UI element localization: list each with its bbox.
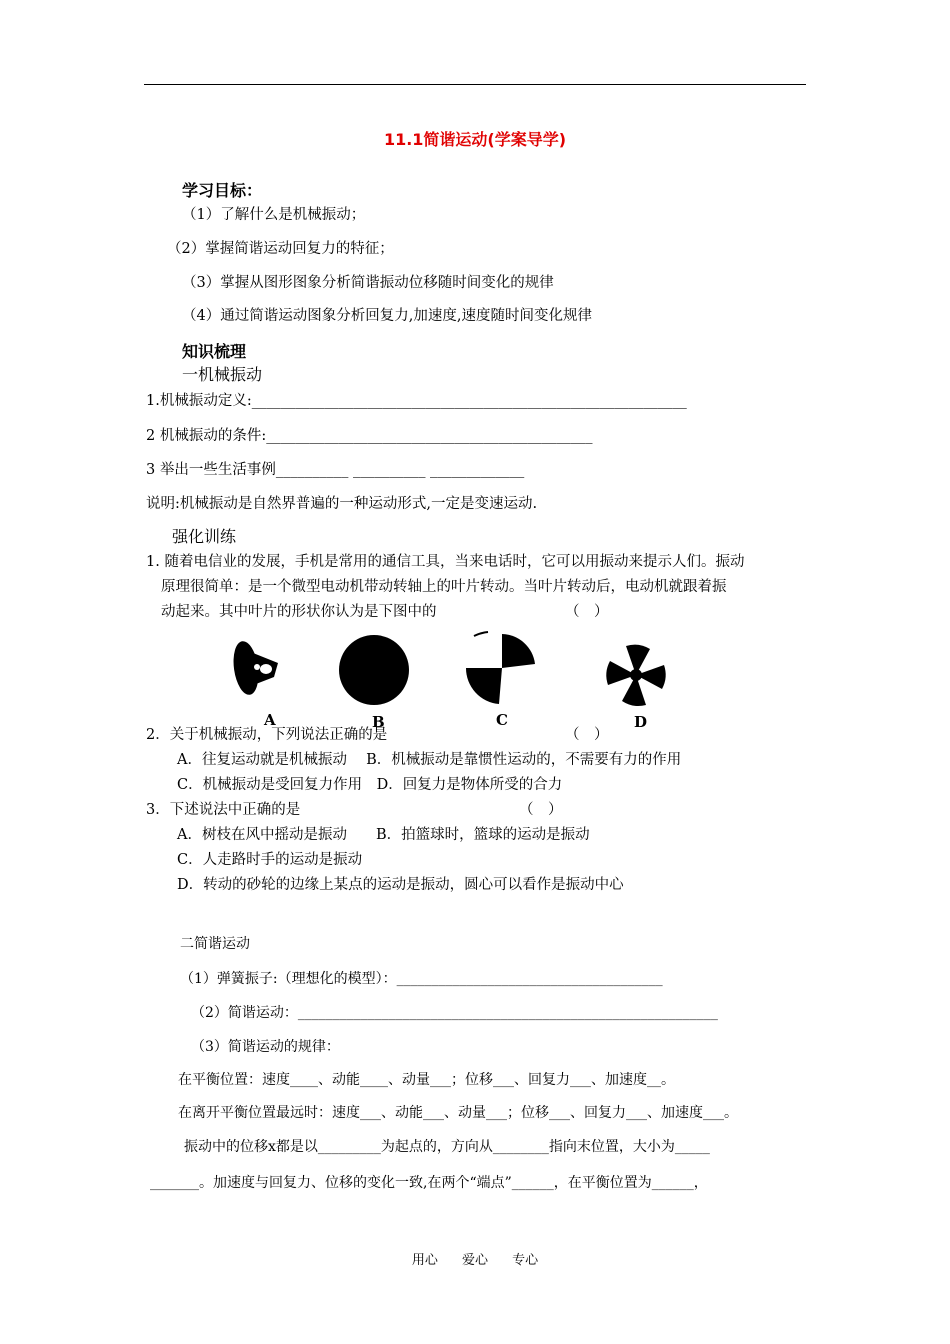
question-3-option: D．转动的砂轮的边缘上某点的运动是振动，圆心可以看作是振动中心 xyxy=(177,877,624,893)
answer-bracket: （ ） xyxy=(519,802,563,818)
figure-label-d: D xyxy=(634,713,648,731)
shm-item: （2）简谐运动：____________________________________________________________ xyxy=(191,1005,718,1021)
shm-rule-line: 振动中的位移x都是以_________为起点的，方向从________指向末位置，大小为_____ xyxy=(184,1139,710,1155)
figure-label-a: A xyxy=(264,711,276,729)
objective-item: （2）掌握简谐运动回复力的特征； xyxy=(167,241,394,257)
figure-label-c: C xyxy=(496,711,508,729)
shm-rule-line: _______。加速度与回复力、位移的变化一致,在两个“端点”______，在平衡位置为______， xyxy=(150,1175,708,1191)
section-heading: 二简谐运动 xyxy=(180,936,250,952)
definition-line: 1.机械振动定义:____________________________________________________________ xyxy=(146,393,687,409)
footer-text: 爱心 xyxy=(461,1253,488,1268)
knowledge-heading: 知识梳理 xyxy=(182,342,247,361)
blade-shape-b xyxy=(339,635,409,705)
training-heading: 强化训练 xyxy=(172,527,237,546)
page-footer xyxy=(0,1249,950,1268)
footer-text: 用心 xyxy=(411,1253,438,1268)
blade-shape-d xyxy=(606,645,665,706)
blade-shape-c xyxy=(466,632,535,704)
answer-bracket: （ ） xyxy=(565,604,609,620)
shm-item: （1）弹簧振子:（理想化的模型）：______________________________________ xyxy=(180,971,663,987)
objective-item: （1）了解什么是机械振动； xyxy=(182,207,366,223)
question-1-line: 原理很简单：是一个微型电动机带动转轴上的叶片转动。当叶片转动后，电动机就跟着振 xyxy=(161,579,727,595)
answer-bracket: （ ） xyxy=(565,727,609,743)
question-3-option: A．树枝在风中摇动是振动 B．拍篮球时，篮球的运动是振动 xyxy=(177,827,590,843)
question-2: 2．关于机械振动，下列说法正确的是 xyxy=(146,727,388,743)
page-title: 11.1简谐运动(学案导学) xyxy=(383,130,567,149)
question-3-option: C．人走路时手的运动是振动 xyxy=(177,852,363,868)
question-2-option: C．机械振动是受回复力作用 D．回复力是物体所受的合力 xyxy=(177,777,563,793)
question-1-line: 动起来。其中叶片的形状你认为是下图中的 xyxy=(161,604,437,620)
question-1-line: 1. 随着电信业的发展，手机是常用的通信工具，当来电话时，它可以用振动来提示人们。振动 xyxy=(146,554,745,570)
objective-item: （4）通过简谐运动图象分析回复力,加速度,速度随时间变化规律 xyxy=(182,308,592,324)
note-line: 说明:机械振动是自然界普遍的一种运动形式,一定是变速运动. xyxy=(146,496,538,512)
objective-item: （3）掌握从图形图象分析简谐振动位移随时间变化的规律 xyxy=(182,275,554,291)
header-rule xyxy=(144,84,806,85)
shm-rule-line: 在平衡位置：速度____、动能____、动量___；位移___、回复力___、加速度__。 xyxy=(178,1072,675,1088)
examples-line: 3 举出一些生活事例__________ __________ _____________ xyxy=(146,462,525,478)
question-2-option: A．往复运动就是机械振动 B．机械振动是靠惯性运动的，不需要有力的作用 xyxy=(177,752,682,768)
shm-rule-line: 在离开平衡位置最远时：速度___、动能___、动量___；位移___、回复力___、加速度___。 xyxy=(178,1105,738,1121)
question-3: 3．下述说法中正确的是 xyxy=(146,802,301,818)
shm-item: （3）简谐运动的规律： xyxy=(191,1039,340,1055)
figure-label-b: B xyxy=(372,713,385,731)
blade-shapes-figure xyxy=(226,627,696,732)
condition-line: 2 机械振动的条件:_____________________________________________ xyxy=(146,428,593,444)
footer-text: 专心 xyxy=(512,1253,539,1268)
section-heading: 一机械振动 xyxy=(182,365,263,384)
objectives-heading: 学习目标： xyxy=(182,181,263,200)
blade-shape-a xyxy=(230,640,278,697)
